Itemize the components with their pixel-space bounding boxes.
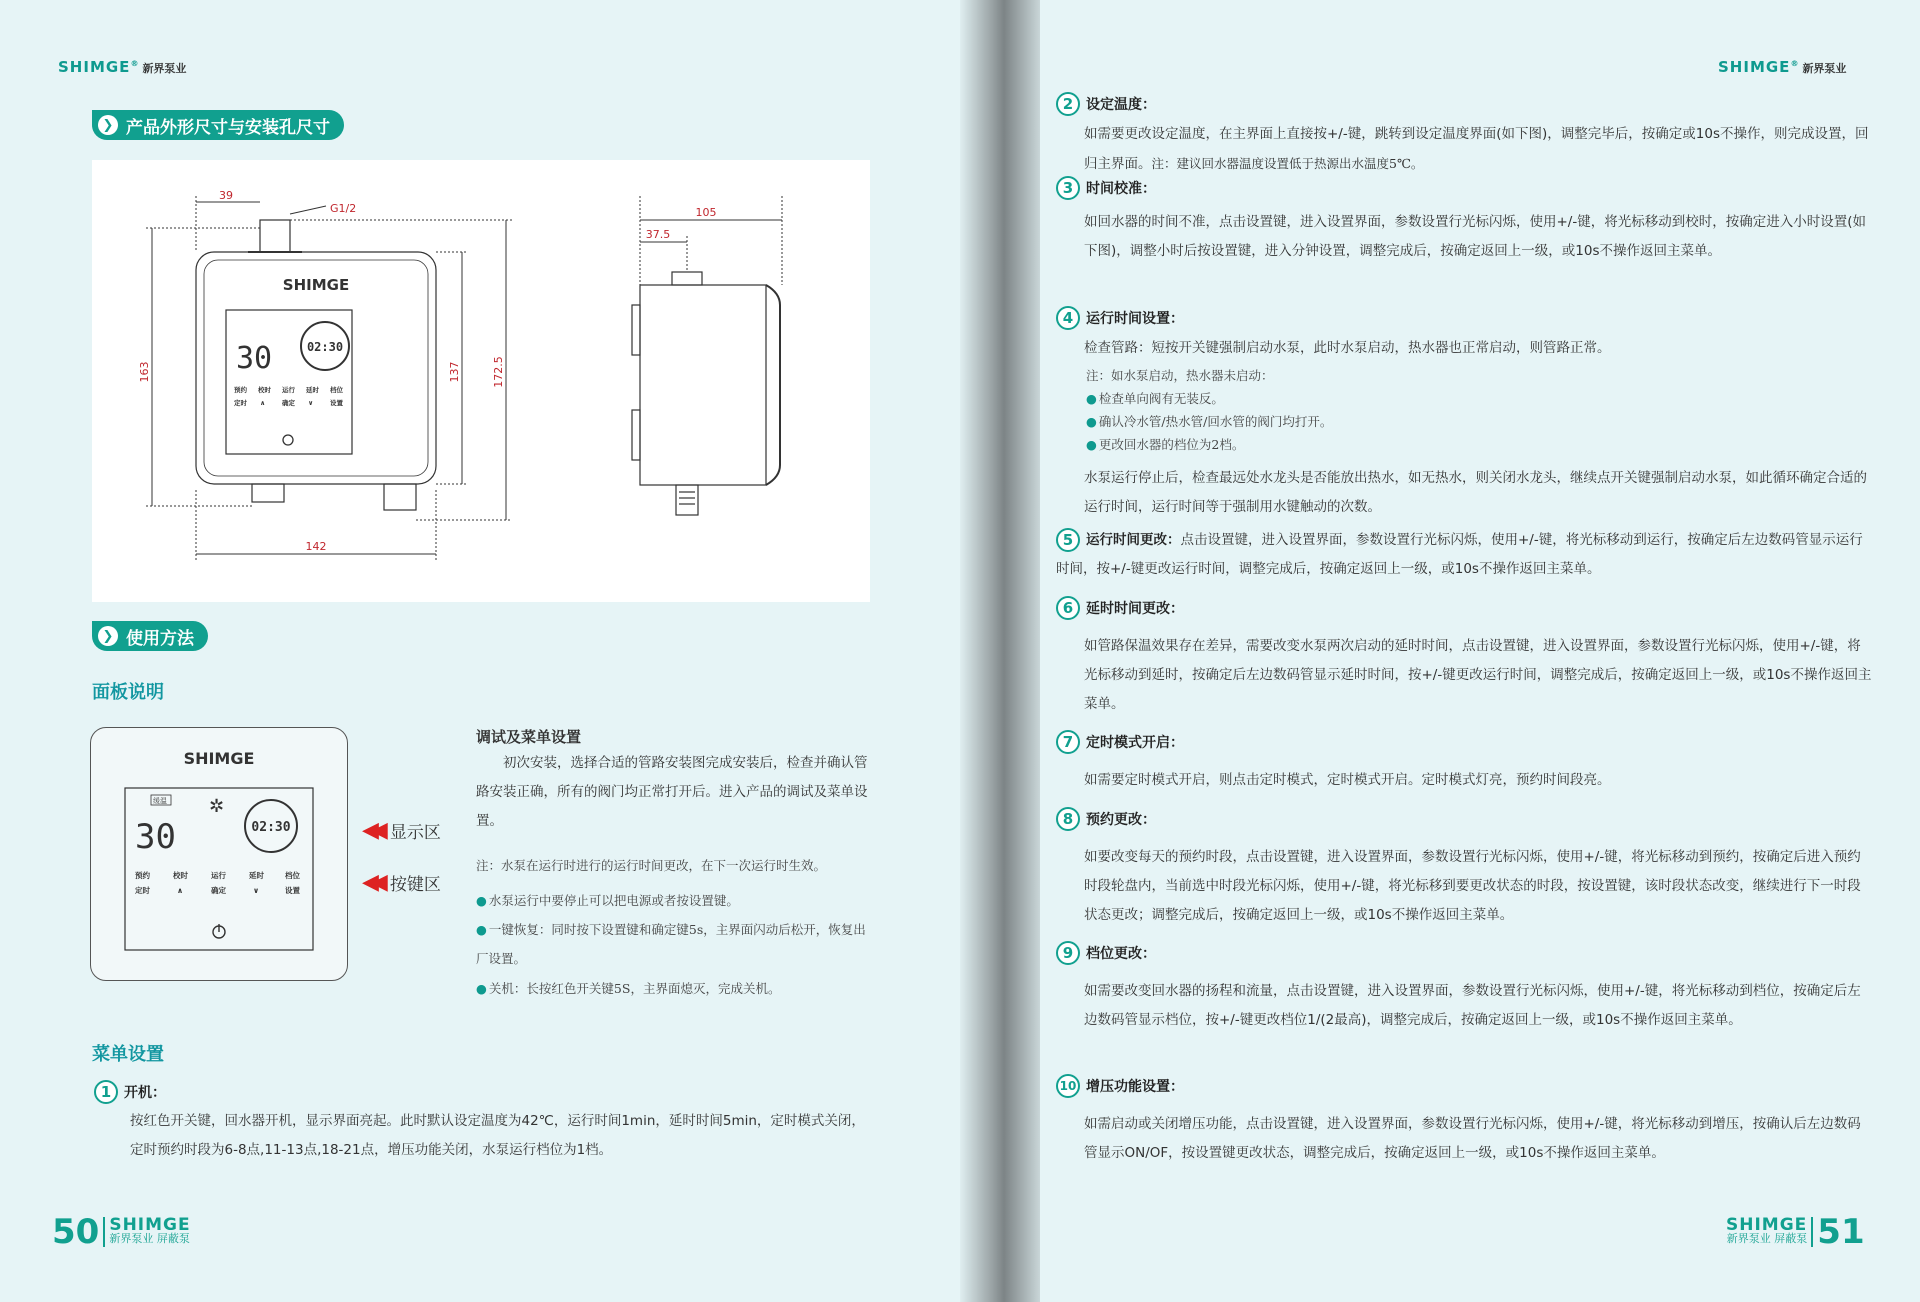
- item-6-text: 如管路保温效果存在差异，需要改变水泵两次启动的延时时间，点击设置键，进入设置界面，参数设置行光标闪烁，使用+/-键，将光标移动到延时，按确定后左边数码管显示延时时间，按+/-键更改运行时间，调整完成后，按确定返回上一级，或10s不操作返回主菜单。: [1084, 638, 1872, 712]
- panel-key-label: 运行: [211, 871, 226, 880]
- number-badge: 5: [1056, 528, 1080, 552]
- item-10-title: 10 增压功能设置：: [1056, 1074, 1184, 1098]
- red-arrow-icon: ◀◀: [362, 818, 380, 843]
- number-badge: 9: [1056, 941, 1080, 965]
- page-number: 50: [52, 1212, 100, 1252]
- item-3-title: 3 时间校准：: [1056, 176, 1156, 200]
- section-title-usage: ❯ 使用方法: [92, 621, 208, 651]
- drawing-key-label: 设置: [330, 399, 343, 407]
- dim-142: 142: [305, 540, 327, 553]
- number-badge: 10: [1056, 1074, 1080, 1098]
- control-panel-svg: [91, 728, 349, 982]
- drawing-key-label: 预约: [234, 386, 247, 394]
- bullet-icon: ●: [476, 981, 487, 996]
- footer-brand: SHIMGE: [109, 1215, 191, 1235]
- footer-left: [52, 1212, 191, 1252]
- bullet-icon: ●: [1086, 437, 1097, 452]
- drawing-key-label: ∧: [260, 399, 266, 407]
- bullet-item: ● 水泵运行中要停止可以把电源或者按设置键。: [476, 893, 739, 908]
- item-4-text-2: 水泵运行停止后，检查最远处水龙头是否能放出热水，如无热水，则关闭水龙头，继续点开关键强制启动水泵，如此循环确定合适的运行时间，运行时间等于强制用水键触动的次数。: [1084, 470, 1867, 515]
- key-zone-label: ◀◀ 按键区: [362, 870, 441, 895]
- item-4-note-title: 注：如水泵启动，热水器未启动：: [1086, 368, 1274, 383]
- panel-key-label: ∧: [177, 886, 184, 895]
- chevron-right-icon: ❯: [98, 115, 118, 135]
- drawing-key-label: 延时: [306, 386, 319, 394]
- menu-heading: 菜单设置: [92, 1044, 164, 1065]
- display-zone-label: ◀◀ 显示区: [362, 818, 441, 843]
- item-6-title: 6 延时时间更改：: [1056, 596, 1184, 620]
- number-badge: 4: [1056, 306, 1080, 330]
- panel-key-label: 档位: [285, 871, 300, 880]
- item-7-title: 7 定时模式开启：: [1056, 730, 1184, 754]
- dim-g12: G1/2: [330, 202, 357, 215]
- item-10-text: 如需启动或关闭增压功能，点击设置键，进入设置界面，参数设置行光标闪烁，使用+/-键，将光标移动到增压，按确认后左边数码管显示ON/OF，按设置键更改状态，调整完成后，按确定返回上一级，或10s不操作返回主菜单。: [1084, 1116, 1861, 1161]
- dim-137: 137: [448, 361, 461, 383]
- number-badge: 3: [1056, 176, 1080, 200]
- drawing-key-label: 确定: [282, 399, 295, 407]
- panel-key-label: 预约: [135, 871, 150, 880]
- bullet-item: ● 一键恢复：同时按下设置键和确定键5s，主界面闪动后松开，恢复出厂设置。: [476, 922, 866, 966]
- debug-paragraph: 初次安装，选择合适的管路安装图完成安装后，检查并确认管路安装正确，所有的阀门均正常打开后。进入产品的调试及菜单设置。: [476, 755, 868, 829]
- footer-right: [1726, 1212, 1865, 1252]
- divider: [103, 1217, 105, 1247]
- panel-tag: 缓温: [153, 797, 167, 805]
- book-gutter: [960, 0, 1040, 1302]
- panel-temp-digits: 30: [135, 817, 176, 857]
- item-4-note: ● 更改回水器的档位为2档。: [1086, 437, 1245, 452]
- page-number: 51: [1817, 1212, 1865, 1252]
- header-brand-right: SHIMGE® 新界泵业: [1718, 58, 1847, 76]
- item-9-text: 如需要改变回水器的扬程和流量，点击设置键，进入设置界面，参数设置行光标闪烁，使用+/-键，将光标移动到档位，按确定后左边数码管显示档位，按+/-键更改档位1/(2最高)，调整完成后，按确定返回上一级，或10s不操作返回主菜单。: [1084, 983, 1861, 1028]
- item-2-note: 注：建议回水器温度设置低于热源出水温度5℃。: [1151, 156, 1424, 171]
- bullet-icon: ●: [476, 922, 487, 937]
- bullet-icon: ●: [476, 893, 487, 908]
- control-panel-illustration: [90, 727, 348, 981]
- panel-key-label: 确定: [211, 886, 226, 895]
- item-4-text: 检查管路：短按开关键强制启动水泵，此时水泵启动，热水器也正常启动，则管路正常。: [1084, 340, 1611, 356]
- panel-heading: 面板说明: [92, 682, 164, 703]
- dim-39: 39: [219, 189, 233, 202]
- item-2-title: 2 设定温度：: [1056, 92, 1156, 116]
- item-2-text: 如需要更改设定温度，在主界面上直接按+/-键，跳转到设定温度界面(如下图)，调整完毕后，按确定或10s不操作，则完成设置，回归主界面。注：建议回水器温度设置低于热源出水温度5℃。: [1084, 126, 1869, 172]
- drawing-key-label: 校时: [258, 386, 271, 394]
- section-title-dimensions: ❯ 产品外形尺寸与安装孔尺寸: [92, 110, 344, 140]
- number-badge: 2: [1056, 92, 1080, 116]
- footer-brand: SHIMGE: [1726, 1215, 1808, 1235]
- drawing-logo: SHIMGE: [282, 276, 350, 294]
- number-badge: 6: [1056, 596, 1080, 620]
- bullet-icon: ●: [1086, 391, 1097, 406]
- dim-375: 37.5: [645, 228, 671, 241]
- fan-icon: ✲: [209, 796, 225, 817]
- panel-key-label: 延时: [249, 871, 264, 880]
- menu-item-1-text: 按红色开关键，回水器开机，显示界面亮起。此时默认设定温度为42℃，运行时间1min，延时时间5min，定时模式关闭，定时预约时段为6-8点,11-13点,18-21点，增压功能关闭，水泵运行档位为1档。: [130, 1113, 865, 1158]
- footer-brand-sub: 新界泵业 屏蔽泵: [1726, 1232, 1808, 1245]
- drawing-time: 02:30: [306, 340, 344, 354]
- footer-brand-sub: 新界泵业 屏蔽泵: [109, 1232, 190, 1245]
- panel-key-label: 定时: [135, 886, 150, 895]
- drawing-key-label: ∨: [308, 399, 314, 407]
- panel-time: 02:30: [251, 820, 291, 835]
- item-8-title: 8 预约更改：: [1056, 807, 1156, 831]
- red-arrow-icon: ◀◀: [362, 870, 380, 895]
- dimension-drawing-svg: [92, 160, 870, 602]
- drawing-key-label: 档位: [330, 386, 343, 394]
- panel-logo: SHIMGE: [183, 749, 255, 768]
- drawing-key-label: 定时: [234, 399, 247, 407]
- divider: [1811, 1217, 1813, 1247]
- panel-key-label: ∨: [253, 886, 260, 895]
- item-4-title: 4 运行时间设置：: [1056, 306, 1184, 330]
- menu-item-1-title: 1 开机：: [94, 1080, 166, 1104]
- number-badge: 8: [1056, 807, 1080, 831]
- bullet-item: ● 关机：长按红色开关键5S，主界面熄灭，完成关机。: [476, 981, 781, 996]
- drawing-power-icon: [283, 435, 293, 445]
- item-8-text: 如要改变每天的预约时段，点击设置键，进入设置界面，参数设置行光标闪烁，使用+/-键，将光标移动到预约，按确定后进入预约时段轮盘内，当前选中时段光标闪烁，使用+/-键，将光标移到要更改状态的时段，按设置键，该时段状态改变，继续进行下一时段状态更改；调整完成后，按确定返回上一级，或10s不操作返回主菜单。: [1084, 849, 1861, 923]
- item-7-text: 如需要定时模式开启，则点击定时模式，定时模式开启。定时模式灯亮，预约时间段亮。: [1084, 772, 1611, 788]
- number-badge: 7: [1056, 730, 1080, 754]
- header-brand-left: SHIMGE® 新界泵业: [58, 58, 187, 76]
- right-page: [1040, 0, 1920, 1302]
- item-5: 5 运行时间更改：点击设置键，进入设置界面，参数设置行光标闪烁，使用+/-键，将光标移动到运行，按确定后左边数码管显示运行时间，按+/-键更改运行时间，调整完成后，按确定返回上一级，或10s不操作返回主菜单。: [1056, 526, 1874, 584]
- drawing-key-label: 运行: [282, 386, 295, 394]
- dim-163: 163: [138, 361, 151, 383]
- number-badge: 1: [94, 1080, 118, 1104]
- debug-note: 注：水泵在运行时进行的运行时间更改，在下一次运行时生效。: [476, 858, 827, 873]
- item-4-note: ● 检查单向阀有无装反。: [1086, 391, 1224, 406]
- item-4-note: ● 确认冷水管/热水管/回水管的阀门均打开。: [1086, 414, 1333, 429]
- dim-1725: 172.5: [492, 356, 505, 388]
- panel-key-label: 设置: [285, 886, 300, 895]
- item-9-title: 9 档位更改：: [1056, 941, 1156, 965]
- drawing-temp-digits: 30: [236, 341, 273, 376]
- dim-105: 105: [695, 206, 717, 219]
- debug-title: 调试及菜单设置: [476, 728, 582, 746]
- item-3-text: 如回水器的时间不准，点击设置键，进入设置界面，参数设置行光标闪烁，使用+/-键，将光标移动到校时，按确定进入小时设置(如下图)，调整小时后按设置键，进入分钟设置，调整完成后，按确定返回上一级，或10s不操作返回主菜单。: [1084, 214, 1866, 259]
- panel-key-label: 校时: [173, 871, 188, 880]
- chevron-right-icon: ❯: [98, 626, 118, 646]
- bullet-icon: ●: [1086, 414, 1097, 429]
- dimension-drawing: [92, 160, 870, 602]
